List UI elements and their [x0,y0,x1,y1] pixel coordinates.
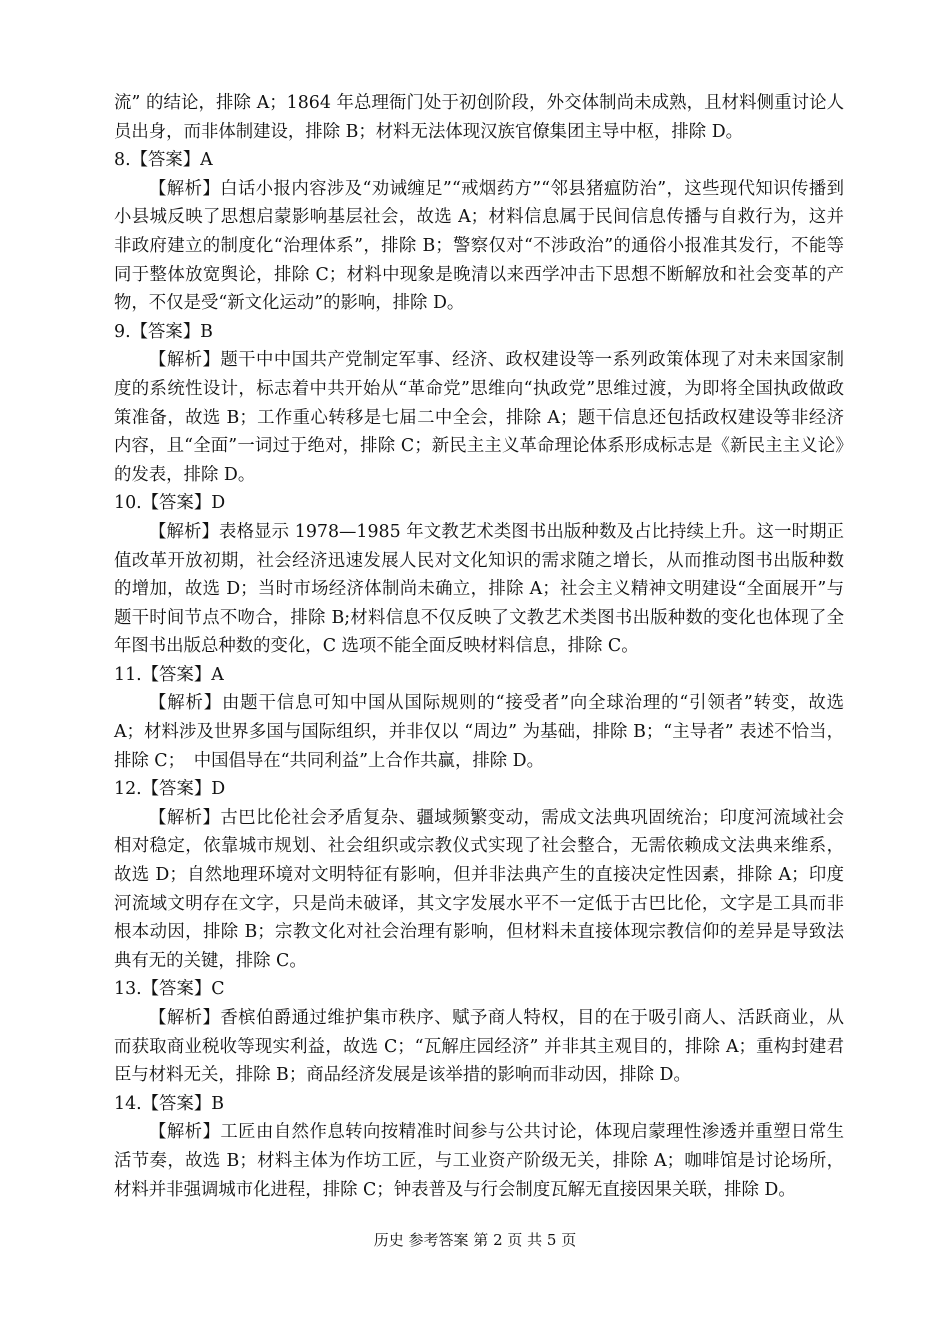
continuation-text: 流” 的结论，排除 A；1864 年总理衙门处于初创阶段，外交体制尚未成熟，且材料侧重讨论人员出身，而非体制建设，排除 B；材料无法体现汉族官僚集团主导中枢，排除 D。 [114,93,844,142]
answer-label: 11.【答案】A [114,664,224,685]
answer-item-11 [114,661,844,775]
answer-item-8 [114,146,844,318]
analysis-text: 【解析】古巴比伦社会矛盾复杂、疆域频繁变动，需成文法典巩固统治；印度河流域社会相对稳定，依靠城市规划、社会组织或宗教仪式实现了社会整合，无需依赖成文法典来维系，故选 D；自然地理环境对文明特征有影响，但并非法典产生的直接决定性因素，排除 A；印度河流域文明存在文字，只是尚未破译，其文字发展水平不一定低于古巴比伦，文字是工具而非根本动因，排除 B；宗教文化对社会治理有影响，但材料未直接体现宗教信仰的差异是导致法典有无的关键，排除 C。 [114,807,844,971]
answer-item-13 [114,975,844,1089]
answer-label: 14.【答案】B [114,1093,224,1114]
answer-label: 12.【答案】D [114,779,226,800]
answer-label: 8.【答案】A [114,150,213,171]
answer-item-9 [114,318,844,490]
analysis-text: 【解析】香槟伯爵通过维护集市秩序、赋予商人特权，目的在于吸引商人、活跃商业，从而获取商业税收等现实利益，故选 C；“瓦解庄园经济” 并非其主观目的，排除 A；重构封建君臣与材料无关，排除 B；商品经济发展是该举措的影响而非动因，排除 D。 [114,1008,844,1086]
answer-item-10 [114,489,844,661]
answer-label: 13.【答案】C [114,979,225,1000]
answer-page [114,89,844,1204]
answer-item-14 [114,1090,844,1204]
analysis-text: 【解析】表格显示 1978—1985 年文教艺术类图书出版种数及占比持续上升。这一时期正值改革开放初期，社会经济迅速发展人民对文化知识的需求随之增长，从而推动图书出版种数的增加，故选 D；当时市场经济体制尚未确立，排除 A；社会主义精神文明建设“全面展开”与题干时间节点不吻合，排除 B;材料信息不仅反映了文教艺术类图书出版种数的变化也体现了全年图书出版总种数的变化，C 选项不能全面反映材料信息，排除 C。 [114,521,844,657]
answer-label: 10.【答案】D [114,493,226,514]
page-footer: 历史 参考答案 第 2 页 共 5 页 [373,1231,577,1249]
answer-item-12 [114,775,844,975]
analysis-text: 【解析】工匠由自然作息转向按精准时间参与公共讨论，体现启蒙理性渗透并重塑日常生活节奏，故选 B；材料主体为作坊工匠，与工业资产阶级无关，排除 A；咖啡馆是讨论场所，材料并非强调城市化进程，排除 C；钟表普及与行会制度瓦解无直接因果关联，排除 D。 [114,1122,844,1200]
answer-label: 9.【答案】B [114,321,213,342]
analysis-text: 【解析】白话小报内容涉及“劝诫缠足”“戒烟药方”“邻县猪瘟防治”，这些现代知识传播到小县城反映了思想启蒙影响基层社会，故选 A；材料信息属于民间信息传播与自救行为，这并非政府建立的制度化“治理体系”，排除 B；警察仅对“不涉政治”的通俗小报准其发行，不能等同于整体放宽舆论，排除 C；材料中现象是晚清以来西学冲击下思想不断解放和社会变革的产物，不仅是受“新文化运动”的影响，排除 D。 [114,178,844,314]
analysis-text: 【解析】题干中中国共产党制定军事、经济、政权建设等一系列政策体现了对未来国家制度的系统性设计，标志着中共开始从“革命党”思维向“执政党”思维过渡，为即将全国执政做政策准备，故选 B；工作重心转移是七届二中全会，排除 A；题干信息还包括政权建设等非经济内容，且“全面”一词过于绝对，排除 C；新民主主义革命理论体系形成标志是《新民主主义论》的发表，排除 D。 [114,350,844,485]
analysis-text: 【解析】由题干信息可知中国从国际规则的“接受者”向全球治理的“引领者”转变，故选 A；材料涉及世界多国与国际组织，并非仅以 “周边” 为基础，排除 B；“主导者” 表述不恰当，排除 C； 中国倡导在“共同利益”上合作共赢，排除 D。 [114,693,844,771]
